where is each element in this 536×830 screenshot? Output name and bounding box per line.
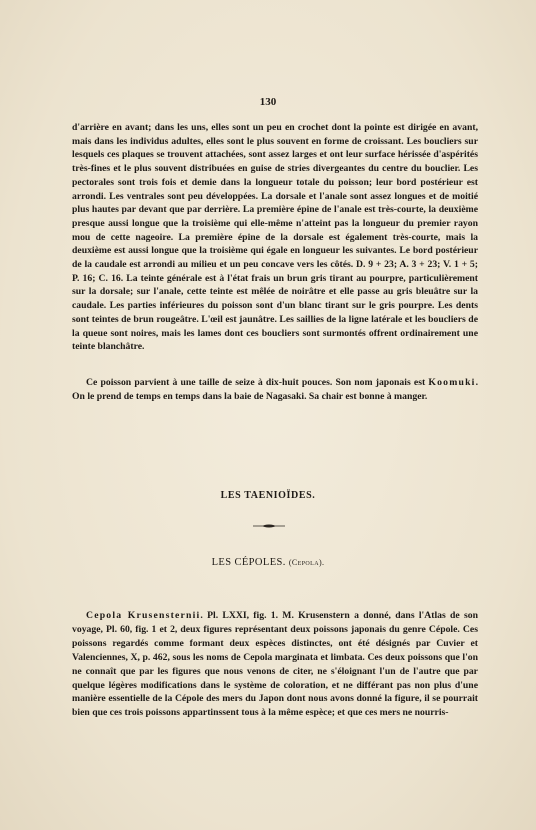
paragraph-text: . Pl. LXXI, fig. 1. M. Krusenstern a donné, dans l'Atlas de son voyage, Pl. 60, fig. 1 et 2, deux figures représentant deux poissons japonais du genre Cépole. Ces poissons regardés comme formant deux espèces distinctes, ont été désignés par Cuvier et Valenciennes, X, p. 462, sous les noms de Cepola marginata et limbata. Ces deux poissons que l'on ne connaît que par les figures que nous venons de citer, ne s'éloignant l'un de l'autre que par quelque légères modifications dans le système de coloration, et ne différant pas non plus d'une manière essentielle de la Cépole des mers du Japon dont nous avons donné la figure, il se pourrait bien que ces trois poissons appartinssent tous à la même espèce; et que ces mers ne nourris-: [72, 610, 479, 719]
species-name: Cepola Krusensternii: [86, 610, 201, 621]
section-heading: LES TAENIOÏDES.: [220, 490, 316, 501]
genus-title: LES CÉPOLES.: [211, 557, 286, 568]
japanese-name: Koomuki: [428, 377, 476, 388]
paragraph-cepola: [72, 609, 478, 720]
page-number: 130: [259, 96, 277, 108]
paragraph-description: d'arrière en avant; dans les uns, elles sont un peu en crochet dont la pointe est dirigée en avant, mais dans les individus adultes, elles sont le plus souvent en forme de croissant. Les boucliers sur lesquels ces plaques se trouvent attachées, sont assez larges et ont leur surface hérissée d'aspérités très-fines et le plus souvent distribuées en guise de stries divergeantes du centre du bouclier. Les pectorales sont trois fois et demie dans la longueur totale du poisson; leur bord postérieur est arrondi. Les ventrales sont peu développées. La dorsale et l'anale sont assez longues et de moitié plus hautes par devant que par derrière. La première épine de l'anale est très-courte, la deuxième presque aussi longue que la troisième qui elle-même n'atteint pas la longueur du premier rayon mou de cette nageoire. La première épine de la dorsale est également très-courte, mais la deuxième est aussi longue que la troisième qui égale en longueur les suivantes. Le bord postérieur de la caudale est arrondi au milieu et un peu concave vers les côtés. D. 9 + 23; A. 3 + 23; V. 1 + 5; P. 16; C. 16. La teinte générale est à l'état frais un brun gris tirant au pourpre, particulièrement sur la dorsale; sur l'anale, cette teinte est mêlée de noirâtre et elle passe au gris bleuâtre sur la caudale. Les parties inférieures du poisson sont d'un blanc tirant sur le gris pourpre. Les dents sont teintes de brun rougeâtre. L'œil est jaunâtre. Les saillies de la ligne latérale et les boucliers de la queue sont noires, mais les lames dont ces boucliers sont surmontés offrent ordinairement une teinte blanchâtre.: [72, 122, 478, 353]
genus-heading: [0, 557, 536, 568]
paragraph-text: Ce poisson parvient à une taille de seize à dix-huit pouces. Son nom japonais est: [86, 377, 429, 388]
genus-latin: (Cepola).: [288, 558, 325, 567]
paragraph-size-and-name: [72, 376, 478, 403]
ornamental-divider: [253, 524, 285, 528]
paragraph-text: . On le prend de temps en temps dans la baie de Nagasaki. Sa chair est bonne à manger.: [72, 377, 478, 402]
